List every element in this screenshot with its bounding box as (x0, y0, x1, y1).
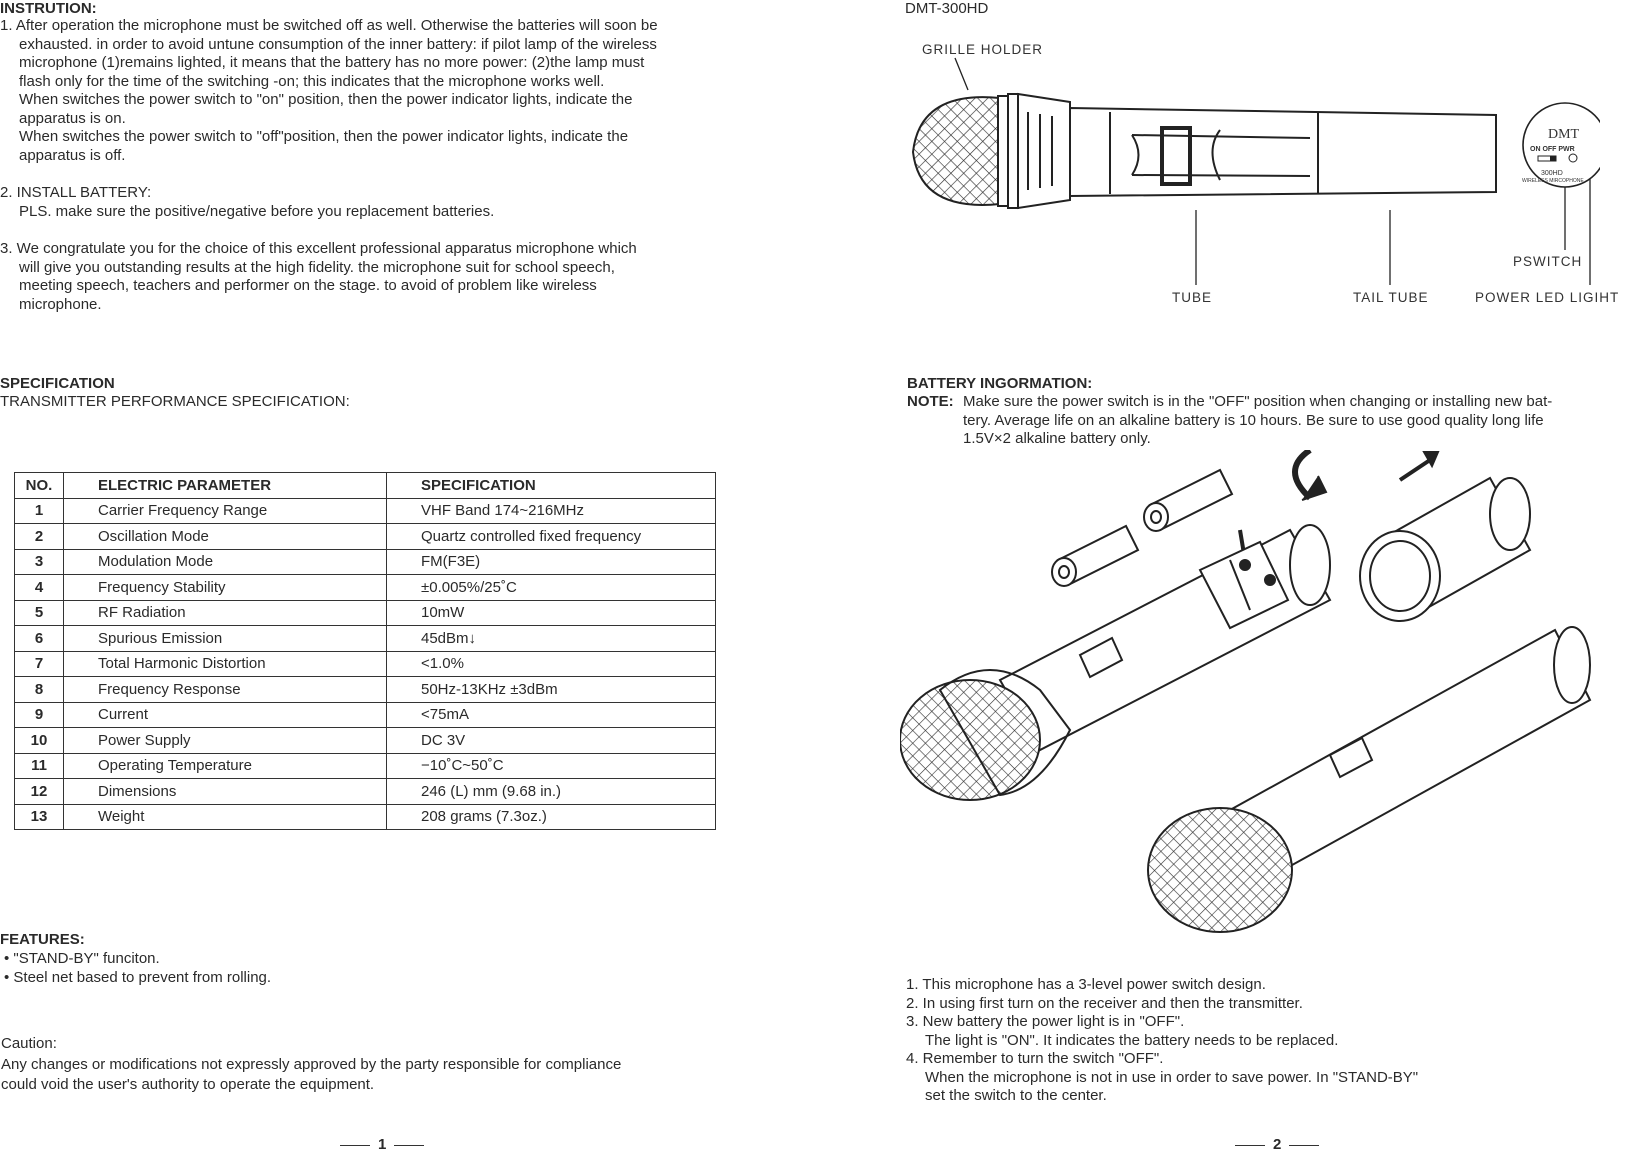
instruction-line: When switches the power switch to "on" position, then the power indicator lights, indicate the (19, 91, 633, 108)
table-row (15, 524, 716, 550)
list-item: When the microphone is not in use in order to save power. In "STAND-BY" (925, 1068, 1419, 1086)
table-cell: 11 (15, 753, 64, 779)
note-line: tery. Average life on an alkaline battery is 10 hours. Be sure to use good quality long life (963, 411, 1544, 429)
microphone-side-diagram (900, 20, 1600, 310)
table-cell: RF Radiation (64, 600, 387, 626)
features-list (4, 950, 271, 987)
table-row (15, 677, 716, 703)
list-item: 4. Remember to turn the switch "OFF". (906, 1050, 1164, 1067)
page-number: 2 (1227, 1136, 1327, 1153)
instruction-heading: INSTRUTION: (0, 0, 97, 17)
table-cell: Weight (64, 804, 387, 830)
table-cell: <75mA (387, 702, 716, 728)
table-cell: 50Hz-13KHz ±3dBm (387, 677, 716, 703)
caution-heading: Caution: (1, 1035, 57, 1052)
table-row (15, 779, 716, 805)
table-cell: Modulation Mode (64, 549, 387, 575)
label-pswitch: PSWITCH (1513, 254, 1583, 269)
table-row (15, 753, 716, 779)
list-item: • "STAND-BY" funciton. (4, 950, 160, 967)
table-cell: 7 (15, 651, 64, 677)
note-line: 1.5V×2 alkaline battery only. (963, 430, 1151, 447)
table-row (15, 549, 716, 575)
table-cell: 10 (15, 728, 64, 754)
instruction-line: exhausted. in order to avoid untune consumption of the inner battery: if pilot lamp of the wireless (19, 35, 657, 53)
table-cell: Total Harmonic Distortion (64, 651, 387, 677)
table-row (15, 651, 716, 677)
table-cell: 45dBm↓ (387, 626, 716, 652)
table-cell: Frequency Stability (64, 575, 387, 601)
congrats-line: will give you outstanding results at the high fidelity. the microphone suit for school speech, (19, 258, 615, 276)
table-row (15, 626, 716, 652)
specification-heading: SPECIFICATION (0, 375, 115, 392)
table-cell: ±0.005%/25˚C (387, 575, 716, 601)
table-header-cell: ELECTRIC PARAMETER (64, 473, 387, 499)
install-battery-line: PLS. make sure the positive/negative before you replacement batteries. (19, 202, 495, 220)
battery-install-diagram (900, 450, 1620, 940)
table-cell: Quartz controlled fixed frequency (387, 524, 716, 550)
congrats-line: microphone. (19, 295, 102, 313)
divider (340, 1145, 370, 1146)
note-label: NOTE: (907, 393, 954, 410)
table-cell: Carrier Frequency Range (64, 498, 387, 524)
label-grille-holder: GRILLE HOLDER (922, 42, 1044, 57)
table-cell: 1 (15, 498, 64, 524)
table-cell: 12 (15, 779, 64, 805)
list-item: The light is "ON". It indicates the battery needs to be replaced. (925, 1031, 1339, 1049)
features-heading: FEATURES: (0, 931, 85, 948)
table-cell: 5 (15, 600, 64, 626)
table-header-row (15, 473, 716, 499)
table-cell: 208 grams (7.3oz.) (387, 804, 716, 830)
label-tail-tube: TAIL TUBE (1353, 290, 1429, 305)
table-cell: FM(F3E) (387, 549, 716, 575)
table-cell: 13 (15, 804, 64, 830)
instruction-line: flash only for the time of the switching -on; this indicates that the microphone works well. (19, 72, 605, 90)
caution-section (1, 1035, 621, 1095)
congrats-paragraph (0, 240, 637, 314)
list-item: 3. New battery the power light is in "OFF". (906, 1013, 1185, 1030)
specification-subheading: TRANSMITTER PERFORMANCE SPECIFICATION: (0, 393, 350, 410)
list-item: set the switch to the center. (925, 1087, 1107, 1104)
battery-heading: BATTERY INGORMATION: (907, 375, 1093, 392)
note-line: Make sure the power switch is in the "OFF" position when changing or installing new bat- (963, 393, 1553, 410)
table-row (15, 702, 716, 728)
label-power-led: POWER LED LIGIHT (1475, 290, 1620, 305)
badge-brand: DMT (1548, 127, 1580, 142)
instruction-line: 1. After operation the microphone must be switched off as well. Otherwise the batteries will soon be (0, 17, 658, 34)
table-cell: 9 (15, 702, 64, 728)
battery-icon (1144, 470, 1232, 531)
install-battery-heading: 2. INSTALL BATTERY: (0, 184, 152, 201)
table-cell: 246 (L) mm (9.68 in.) (387, 779, 716, 805)
badge-switch-text: ON OFF PWR (1530, 146, 1575, 153)
table-cell: 10mW (387, 600, 716, 626)
page-number: 1 (332, 1136, 432, 1153)
spec-table (14, 472, 716, 830)
dmt-badge-icon (1522, 103, 1600, 187)
instruction-line: When switches the power switch to "off"position, then the power indicator lights, indicate the (19, 128, 629, 145)
table-cell: <1.0% (387, 651, 716, 677)
instruction-paragraph (0, 17, 658, 165)
divider (1235, 1145, 1265, 1146)
table-row (15, 498, 716, 524)
table-cell: −10˚C~50˚C (387, 753, 716, 779)
instruction-line: apparatus is on. (19, 109, 126, 127)
install-battery-section (0, 184, 494, 221)
table-cell: Operating Temperature (64, 753, 387, 779)
badge-model: 300HD (1541, 170, 1563, 177)
list-item: 1. This microphone has a 3-level power switch design. (906, 976, 1266, 993)
table-cell: 6 (15, 626, 64, 652)
pull-arrow-icon (1400, 460, 1430, 480)
table-row (15, 575, 716, 601)
divider (1289, 1145, 1319, 1146)
badge-ring-text: WIRELESS MIRCOPHONE (1522, 178, 1584, 184)
caution-line: Any changes or modifications not expressly approved by the party responsible for compliance (1, 1055, 622, 1073)
table-cell: Power Supply (64, 728, 387, 754)
congrats-line: meeting speech, teachers and performer on the stage. to avoid of problem like wireless (19, 277, 597, 294)
instruction-line: apparatus is off. (19, 146, 126, 164)
table-cell: Dimensions (64, 779, 387, 805)
note-paragraph (963, 393, 1552, 449)
list-item: 2. In using first turn on the receiver and then the transmitter. (906, 994, 1303, 1012)
table-row (15, 728, 716, 754)
table-cell: Oscillation Mode (64, 524, 387, 550)
table-cell: Spurious Emission (64, 626, 387, 652)
table-cell: 4 (15, 575, 64, 601)
table-cell: Current (64, 702, 387, 728)
steps-list (906, 976, 1418, 1106)
list-item: • Steel net based to prevent from rolling. (4, 968, 272, 986)
table-cell: DC 3V (387, 728, 716, 754)
caution-line: could void the user's authority to operate the equipment. (1, 1076, 375, 1093)
table-header-cell: SPECIFICATION (387, 473, 716, 499)
table-cell: Frequency Response (64, 677, 387, 703)
table-cell: 2 (15, 524, 64, 550)
label-tube: TUBE (1172, 290, 1213, 305)
battery-icon (1052, 526, 1138, 586)
table-row (15, 600, 716, 626)
table-cell: 8 (15, 677, 64, 703)
rotate-arrow-icon (1295, 450, 1310, 498)
instruction-line: microphone (1)remains lighted, it means that the battery has no more power: (2)the lamp must (19, 54, 645, 71)
table-row (15, 804, 716, 830)
model-title: DMT-300HD (905, 0, 989, 17)
table-header-cell: NO. (15, 473, 64, 499)
table-cell: VHF Band 174~216MHz (387, 498, 716, 524)
table-cell: 3 (15, 549, 64, 575)
congrats-line: 3. We congratulate you for the choice of this excellent professional apparatus microphone which (0, 240, 637, 257)
divider (394, 1145, 424, 1146)
